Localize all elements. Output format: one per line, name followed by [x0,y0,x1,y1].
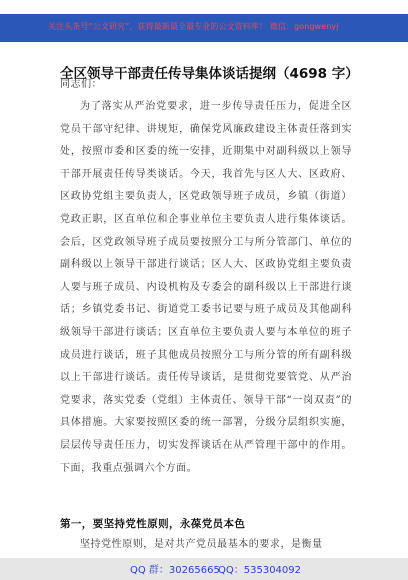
greeting-line: 同志们： [60,79,103,90]
qq-contact-text: QQ：535304092 [218,565,302,576]
document-title: 全区领导干部责任传导集体谈话提纲（4698 字） [60,66,359,82]
qq-group-text: QQ 群：30265665 [130,565,220,576]
bottom-contact-banner [0,558,408,580]
top-promo-banner [0,14,408,42]
body-paragraph-2: 坚持党性原则，是对共产党员最基本的要求，是衡量 [80,539,323,550]
section-heading-1: 第一，要坚持党性原则，永葆党员本色 [60,518,246,530]
promo-banner-text: 关注头条号“公文研究”，获得最新最全最专业的公文资料库！ 微信：gongwenyj [48,22,339,31]
body-paragraph-1: 为了落实从严治党要求，进一步传导责任压力，促进全区党员干部守纪律、讲规矩，确保党风廉政建设主体责任落到实处，按照市委和区委的统一安排，近期集中对副科级以上领导干部开展责任传导类谈话。今天，我首先与区人大、区政府、区政协党组主要负责人，区党政领导班子成员，乡镇（街道）党政正职，区直单位和企事业单位主要负责人进行集体谈话。会后，区党政领导班子成员要按照分工与所分管部门、单位的副科级以上领导干部进行谈话；区人大、区政协党组主要负责人要与班子成员、内设机构及专委会的副科级以上干部进行谈话；乡镇党委书记、街道党工委书记要与班子成员及其他副科级领导干部进行谈话；区直单位主要负责人要与本单位的班子成员进行谈话，班子其他成员按照分工与所分管的所有副科级以上干部进行谈话。责任传导谈话，是贯彻党要管党、从严治党要求，落实党委（党组）主体责任、领导干部“一岗双责”的具体措施。大家要按照区委的统一部署，分级分层组织实施，层层传导责任压力，切实发挥谈话在从严管理干部中的作用。下面，我重点强调六个方面。 [60,101,352,474]
